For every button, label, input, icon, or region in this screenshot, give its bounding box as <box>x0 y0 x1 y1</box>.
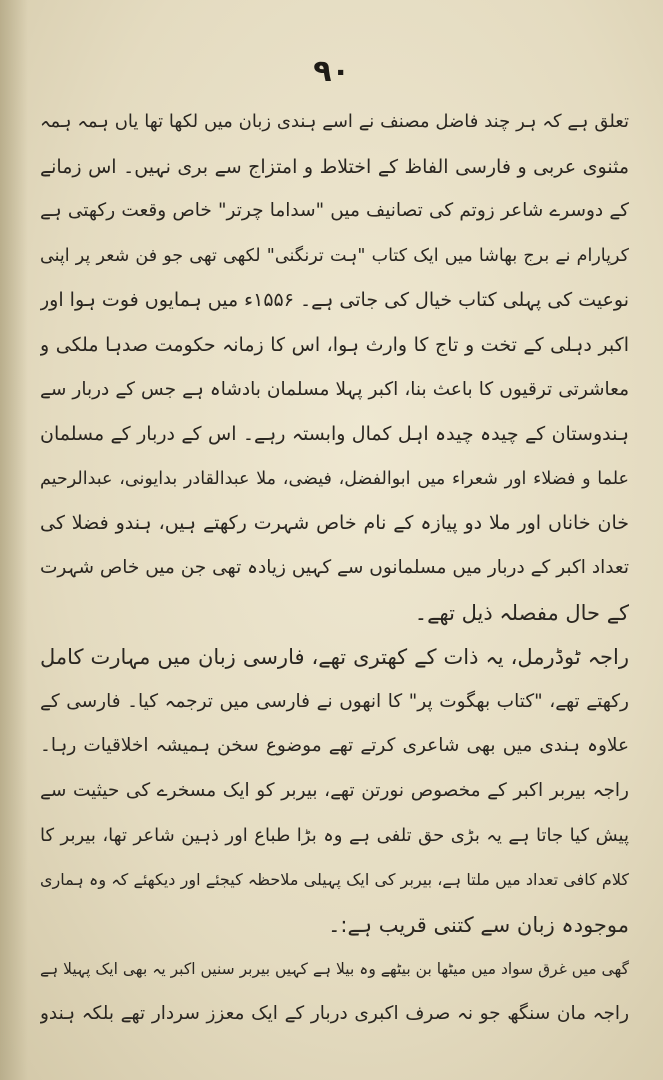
text-line: علما و فضلاء اور شعراء میں ابوالفضل، فیضی، ملا عبدالقادر بدایونی، عبدالرحیم <box>40 468 629 489</box>
text-line: نوعیت کی پہلی کتاب خیال کی جاتی ہے۔ ۱۵۵۶ء میں ہمایوں فوت ہوا اور <box>40 289 629 312</box>
text-line: پیش کیا جاتا ہے یہ بڑی حق تلفی ہے وہ بڑا طباع اور ذہین شاعر تھا، بیربر کا <box>40 824 629 846</box>
text-line: علاوہ ہندی میں بھی شاعری کرتے تھے موضوع سخن ہمیشہ اخلاقیات رہا۔ <box>40 735 629 757</box>
text-line: موجودہ زبان سے کتنی قریب ہے:۔ <box>328 912 629 937</box>
text-line: راجہ بیربر اکبر کے مخصوص نورتن تھے، بیربر کو ایک مسخرے کی حیثیت سے <box>40 779 629 801</box>
verse-line: گھی میں غرق سواد میں میٹھا بن بیٹھے وہ بیلا ہے کہیں بیربر سنیں اکبر یہ بھی ایک پہیلا ہے <box>40 960 629 979</box>
page-number: ۹۰ <box>313 54 350 89</box>
binding-shadow <box>0 0 28 1080</box>
text-line: راجہ مان سنگھ جو نہ صرف اکبری دربار کے ایک معزز سردار تھے بلکہ ہندو <box>40 1002 629 1024</box>
text-line: کے حال مفصلہ ذیل تھے۔ <box>414 600 629 625</box>
text-line: ہندوستان کے چیدہ چیدہ اہل کمال وابستہ رہے۔ اس کے دربار کے مسلمان <box>40 423 629 446</box>
text-line: معاشرتی ترقیوں کا باعث بنا، اکبر پہلا مسلمان بادشاہ ہے جس کے دربار سے <box>40 378 629 400</box>
text-line: خان خاناں اور ملا دو پیازہ کے نام خاص شہرت رکھتے ہیں، ہندو فضلا کی <box>40 512 629 535</box>
text-line: کے دوسرے شاعر زوتم کی تصانیف میں "سداما چرتر" خاص وقعت رکھتی ہے <box>40 200 629 222</box>
text-line: راجہ ٹوڈرمل، یہ ذات کے کھتری تھے، فارسی زبان میں مہارت کامل <box>40 645 629 670</box>
text-line: کلام کافی تعداد میں ملتا ہے، بیربر کی ایک پہیلی ملاحظہ کیجئے اور دیکھئے کہ وہ ہماری <box>40 870 629 890</box>
text-line: اکبر دہلی کے تخت و تاج کا وارث ہوا، اس کا زمانہ حکومت صدہا ملکی و <box>40 333 629 356</box>
page-body-text <box>40 100 629 1036</box>
text-line: رکھتے تھے، "کتاب بھگوت پر" کا انھوں نے فارسی میں ترجمہ کیا۔ فارسی کے <box>40 690 629 712</box>
text-line: تعلق ہے کہ ہر چند فاضل مصنف نے اسے ہندی زبان میں لکھا تھا یاں ہمہ ہمہ <box>40 111 629 132</box>
text-line: کرپارام نے برج بھاشا میں ایک کتاب "ہت ترنگنی" لکھی تھی جو فن شعر پر اپنی <box>40 245 629 266</box>
text-line: مثنوی عربی و فارسی الفاظ کے اختلاط و امتزاج سے بری نہیں۔ اس زمانے <box>40 155 629 178</box>
text-line: تعداد اکبر کے دربار میں مسلمانوں سے کہیں زیادہ تھی جن میں خاص شہرت <box>40 556 629 578</box>
